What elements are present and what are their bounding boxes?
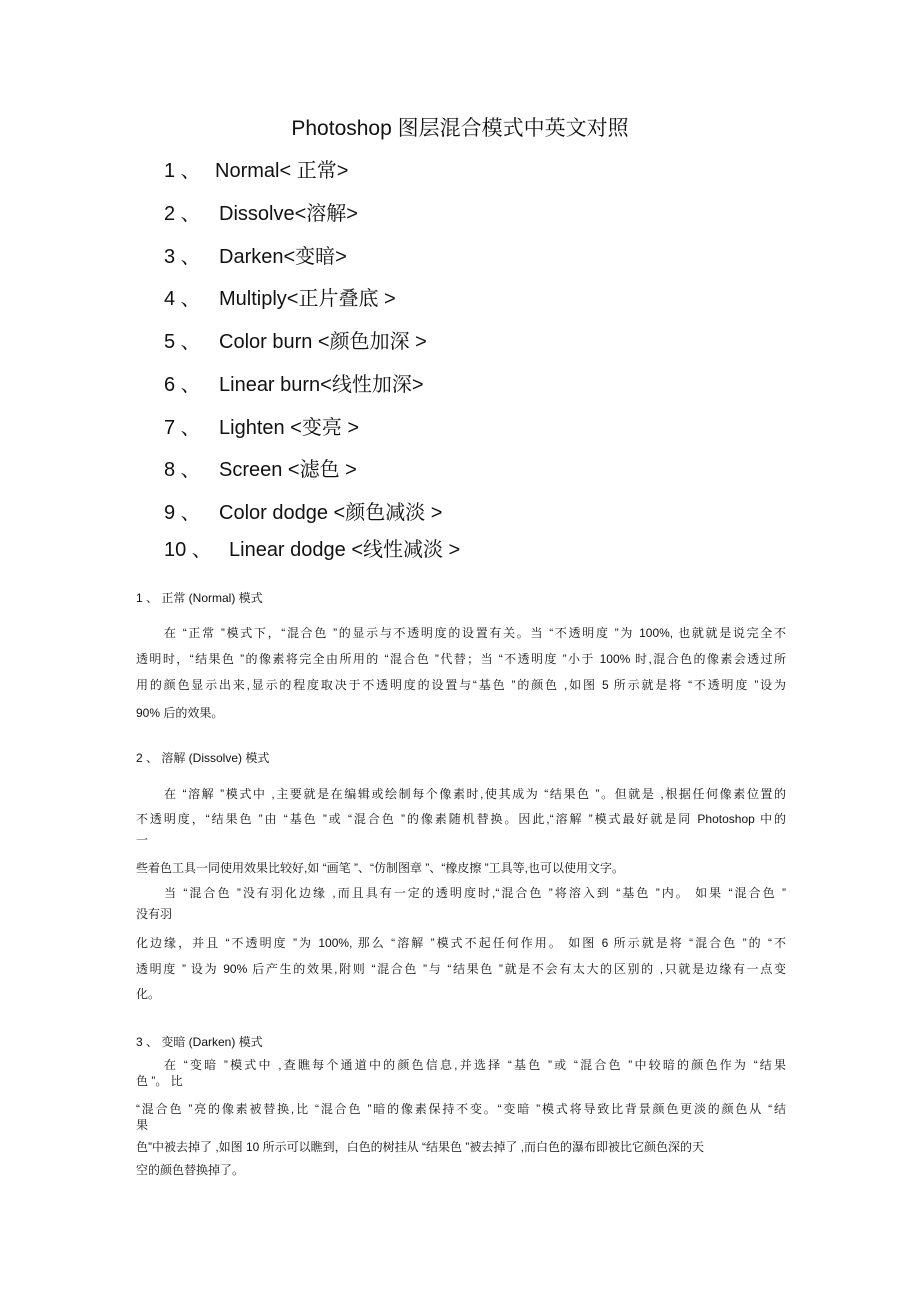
section-heading-darken: 3 、 变暗 (Darken) 模式	[136, 1035, 263, 1049]
paragraph-line: 透明度 ” 设为 90% 后产生的效果,附则 “混合色 ”与 “结果色 ”就是不会有太大的区别的 ,只就是边缘有一点变	[136, 962, 786, 976]
mode-name: Darken<变暗>	[219, 246, 347, 268]
paragraph-line: 化。	[136, 987, 161, 1001]
paragraph-line: 化边缘，并且 “不透明度 ”为 100%, 那么 “溶解 ”模式不起任何作用。 如图 6 所示就是将 “混合色 ”的 “不	[136, 936, 786, 950]
mode-name: Linear burn<线性加深>	[219, 374, 424, 396]
paragraph-line: 透明时，“结果色 ”的像素将完全由所用的 “混合色 ”代替；当 “不透明度 ”小于 100% 时,混合色的像素会透过所	[136, 652, 786, 666]
section-heading-normal: 1 、 正常 (Normal) 模式	[136, 591, 263, 605]
mode-name: Color burn <颜色加深 >	[219, 331, 427, 353]
paragraph-line: “混合色 ”亮的像素被替换,比 “混合色 ”暗的像素保持不变。“变暗 ”模式将导致比背景颜色更淡的颜色从 “结	[136, 1102, 786, 1116]
mode-number: 1 、	[164, 160, 201, 182]
paragraph-line: 用的颜色显示出来,显示的程度取决于不透明度的设置与“基色 ”的颜色 ,如图 5 所示就是将 “不透明度 ”设为	[136, 678, 786, 692]
mode-name: Normal< 正常>	[215, 160, 349, 182]
paragraph-line: 色 ”。 比	[136, 1074, 183, 1088]
paragraph-line: 没有羽	[136, 907, 173, 921]
paragraph-line: 当 “混合色 ”没有羽化边缘 ,而且具有一定的透明度时,“混合色 ”将溶入到 “基色 ”内。 如果 “混合色 ”	[164, 886, 786, 900]
mode-number: 9 、	[164, 502, 201, 524]
paragraph-line: 90% 后的效果。	[136, 706, 224, 720]
page-title: Photoshop 图层混合模式中英文对照	[291, 117, 629, 140]
paragraph-line: 一	[136, 833, 149, 847]
mode-name: Screen <滤色 >	[219, 459, 357, 481]
paragraph-line: 空的颜色替换掉了。	[136, 1163, 245, 1177]
paragraph-line: 在 “变暗 ”模式中 ,查瞧每个通道中的颜色信息,并选择 “基色 ”或 “混合色 ”中较暗的颜色作为 “结果	[164, 1058, 786, 1072]
mode-name: Color dodge <颜色减淡 >	[219, 502, 443, 524]
paragraph-line: 色”中被去掉了 ,如图 10 所示可以瞧到，白色的树挂从 “结果色 ”被去掉了 ,而白色的瀑布即被比它颜色深的天	[136, 1140, 705, 1154]
mode-name: Multiply<正片叠底 >	[219, 288, 396, 310]
mode-name: Lighten <变亮 >	[219, 417, 360, 439]
mode-number: 4 、	[164, 288, 201, 310]
mode-number: 8 、	[164, 459, 201, 481]
mode-number: 5 、	[164, 331, 201, 353]
mode-number: 2 、	[164, 203, 201, 225]
mode-number: 6 、	[164, 374, 201, 396]
section-heading-dissolve: 2 、 溶解 (Dissolve) 模式	[136, 751, 270, 765]
mode-number: 10 、	[164, 539, 212, 561]
paragraph-line: 果	[136, 1118, 149, 1132]
mode-number: 3 、	[164, 246, 201, 268]
paragraph-line: 些着色工具一同使用效果比较好,如 “画笔 ”、“仿制图章 ”、“橡皮擦 ”工具等,也可以使用文字。	[136, 861, 624, 875]
paragraph-line: 在 “正常 ”模式下，“混合色 ”的显示与不透明度的设置有关。当 “不透明度 ”为 100%, 也就就是说完全不	[164, 626, 786, 640]
paragraph-line: 在 “溶解 ”模式中 ,主要就是在编辑或绘制每个像素时,使其成为 “结果色 ”。但就是 ,根据任何像素位置的	[164, 787, 786, 801]
mode-name: Linear dodge <线性减淡 >	[229, 539, 461, 561]
mode-number: 7 、	[164, 417, 201, 439]
mode-name: Dissolve<溶解>	[219, 203, 358, 225]
paragraph-line: 不透明度，“结果色 ”由 “基色 ”或 “混合色 ”的像素随机替换。因此,“溶解 ”模式最好就是同 Photoshop 中的	[136, 812, 786, 826]
